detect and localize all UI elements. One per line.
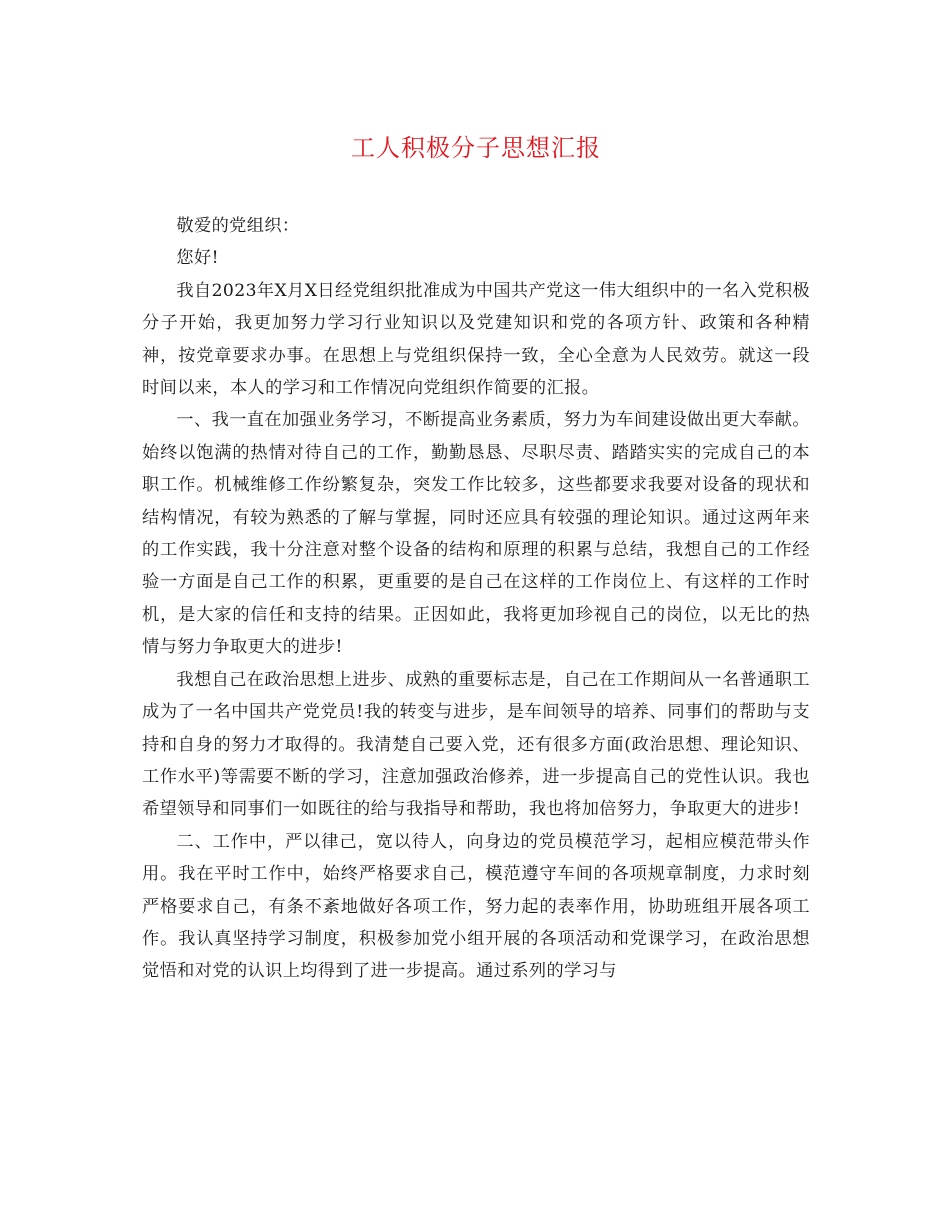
salutation: 敬爱的党组织： bbox=[176, 216, 300, 236]
paragraph-section-one: 一、我一直在加强业务学习，不断提高业务素质，努力为车间建设做出更大奉献。始终以饱满的热情对待自己的工作，勤勤恳恳、尽职尽责、踏踏实实的完成自己的本职工作。机械维修工作纷繁复杂，突发工作比较多，这些都要求我要对设备的现状和结构情况，有较为熟悉的了解与掌握，同时还应具有较强的理论知识。通过这两年来的工作实践，我十分注意对整个设备的结构和原理的积累与总结，我想自己的工作经验一方面是自己工作的积累，更重要的是自己在这样的工作岗位上、有这样的工作时机，是大家的信任和支持的结果。正因如此，我将更加珍视自己的岗位，以无比的热情与努力争取更大的进步! bbox=[142, 410, 810, 658]
paragraph-progress: 我想自己在政治思想上进步、成熟的重要标志是，自己在工作期间从一名普通职工成为了一名中国共产党党员!我的转变与进步，是车间领导的培养、同事们的帮助与支持和自身的努力才取得的。我清楚自己要入党，还有很多方面(政治思想、理论知识、工作水平)等需要不断的学习，注意加强政治修养，进一步提高自己的党性认识。我也希望领导和同事们一如既往的给与我指导和帮助，我也将加倍努力，争取更大的进步! bbox=[142, 669, 810, 820]
paragraph-intro: 我自2023年X月X日经党组织批准成为中国共产党这一伟大组织中的一名入党积极分子开始，我更加努力学习行业知识以及党建知识和党的各项方针、政策和各种精神，按党章要求办事。在思想上与党组织保持一致，全心全意为人民效劳。就这一段时间以来，本人的学习和工作情况向党组织作简要的汇报。 bbox=[142, 280, 810, 399]
document-body bbox=[142, 210, 810, 988]
greeting: 您好! bbox=[176, 248, 219, 269]
document-title: 工人积极分子思想汇报 bbox=[351, 134, 601, 162]
paragraph-section-two: 二、工作中，严以律己，宽以待人，向身边的党员模范学习，起相应模范带头作用。我在平时工作中，始终严格要求自己，模范遵守车间的各项规章制度，力求时刻严格要求自己，有条不紊地做好各项工作，努力起的表率作用，协助班组开展各项工作。我认真坚持学习制度，积极参加党小组开展的各项活动和党课学习，在政治思想觉悟和对党的认识上均得到了进一步提高。通过系列的学习与 bbox=[142, 831, 810, 982]
